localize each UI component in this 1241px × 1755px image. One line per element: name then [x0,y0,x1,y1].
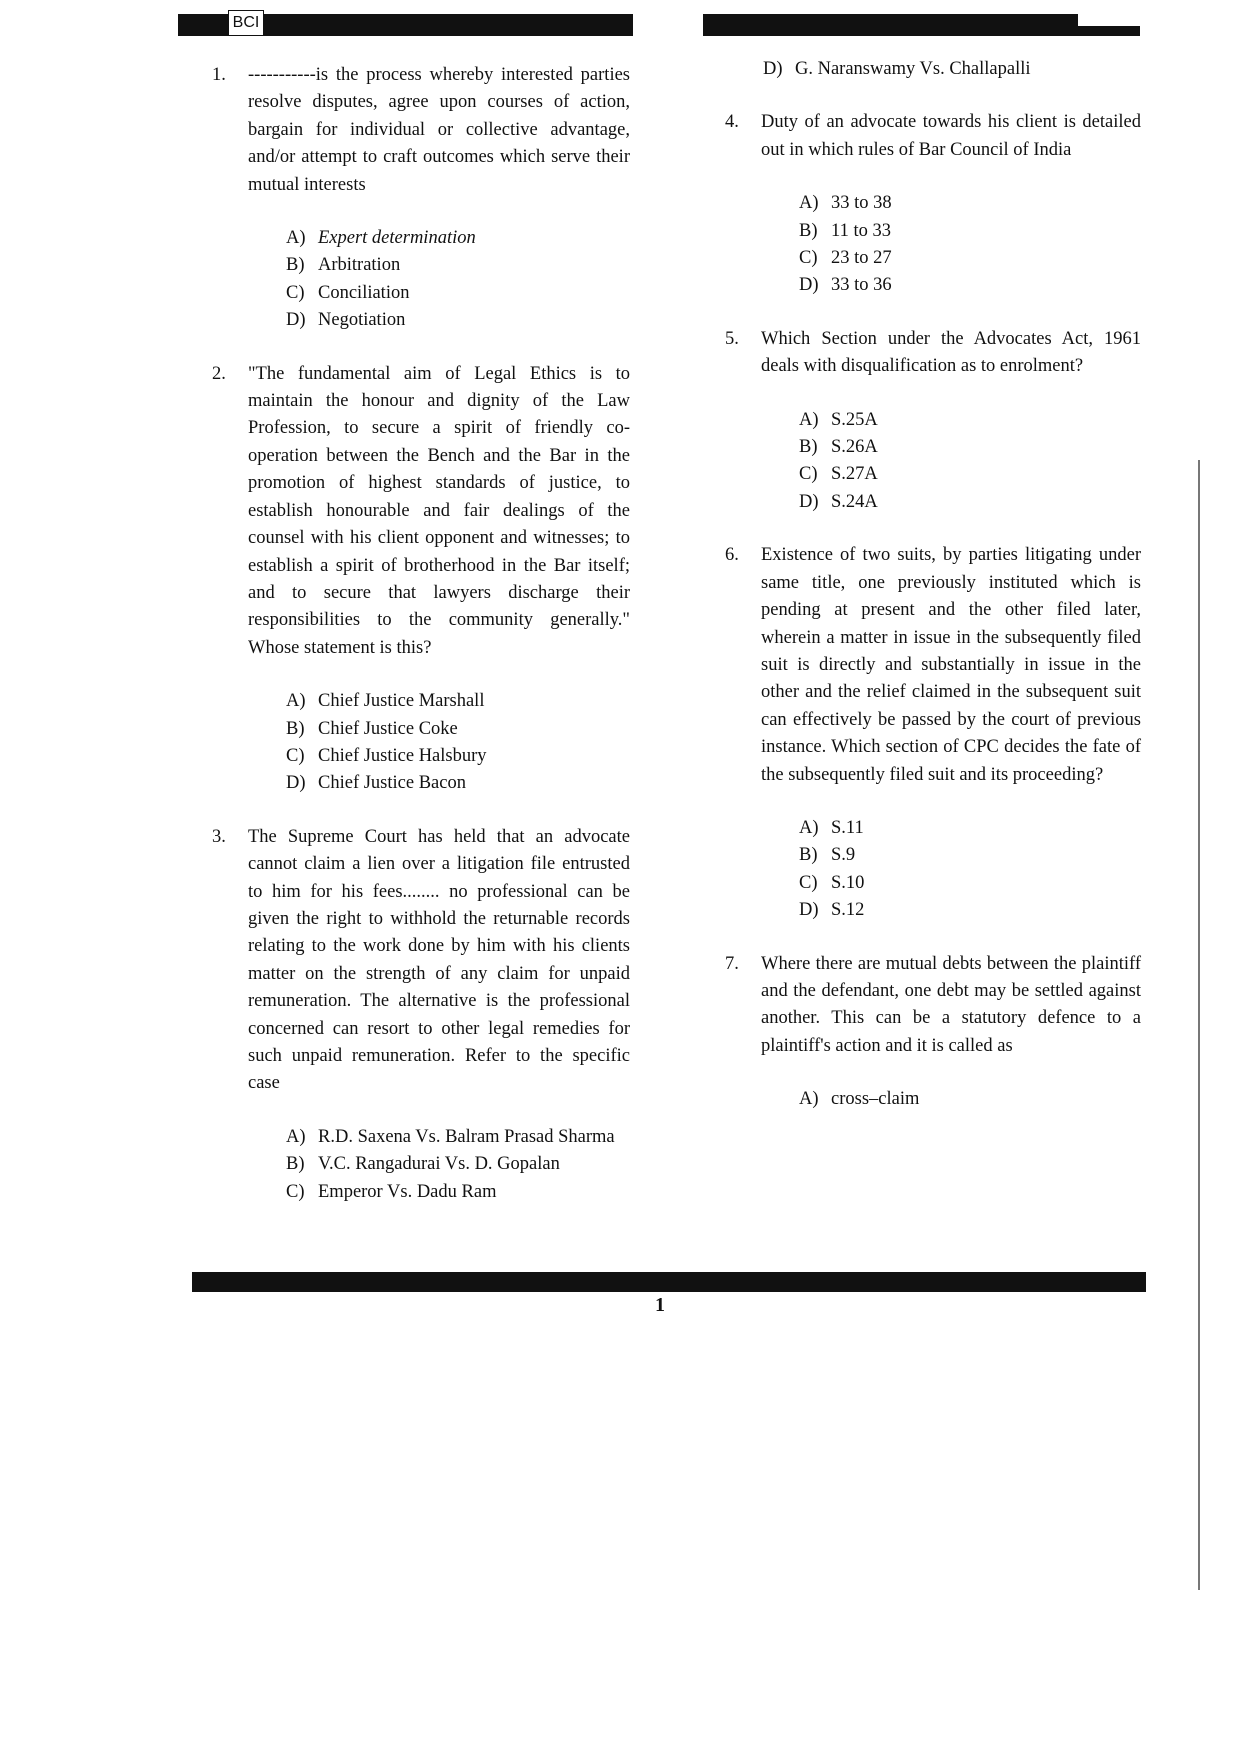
option-text: Chief Justice Marshall [318,691,485,712]
option-text: Emperor Vs. Dadu Ram [318,1181,497,1202]
option-letter: C) [286,1181,305,1202]
option-list [761,1086,1141,1113]
option-b [286,252,630,279]
left-column [212,62,630,1206]
option-b [286,716,630,743]
option-text: S.25A [831,409,878,430]
option-text: R.D. Saxena Vs. Balram Prasad Sharma [318,1126,615,1147]
option-c [799,245,1141,272]
question-text: Where there are mutual debts between the plaintiff and the defendant, one debt may be settled against another. This can be a statutory defence to a plaintiff's action and it is called as [761,953,1141,1056]
option-c [286,743,630,770]
option-text: 33 to 38 [831,193,892,214]
option-list [248,225,630,335]
option-letter: B) [799,220,818,241]
option-text: S.9 [831,845,856,866]
option-text: S.12 [831,900,865,921]
option-c [799,870,1141,897]
option-text: S.26A [831,437,878,458]
option-c [286,1179,630,1206]
option-letter: A) [286,691,306,712]
option-text: V.C. Rangadurai Vs. D. Gopalan [318,1154,560,1175]
question-number: 1. [212,65,226,85]
question-number: 4. [725,112,739,133]
option-a [799,407,1141,434]
option-letter: D) [799,275,819,296]
option-text: S.11 [831,817,864,838]
option-letter: A) [799,817,819,838]
question-3 [212,824,630,1206]
option-d [286,307,630,334]
question-6 [725,542,1141,924]
footer-bar [192,1272,1146,1292]
option-letter: C) [799,872,818,893]
option-b [799,218,1141,245]
question-text: "The fundamental aim of Legal Ethics is to maintain the honour and dignity of the Law Profession, to secure a spirit of friendly co-operation between the Bench and the Bar in the promotion of highest standards of justice, to establish honourable and fair dealings of the counsel with his client opponent and witnesses; to establish a spirit of brotherhood in the Bar itself; and to secure that lawyers discharge their responsibilities to the community generally." Whose statement is this? [248,363,630,658]
question-5 [725,326,1141,516]
option-text: S.27A [831,464,878,485]
option-list [761,407,1141,517]
option-letter: D) [799,491,819,512]
question-number: 2. [212,363,226,384]
option-text: Conciliation [318,282,410,303]
question-text: -----------is the process whereby interested parties resolve disputes, agree upon courses of action, bargain for individual or collective advantage, and/or attempt to craft outcomes which serve their mutual interests [248,65,630,195]
page-number: 1 [655,1294,665,1316]
option-c [799,461,1141,488]
bci-label: BCI [228,10,264,36]
option-letter: C) [799,464,818,485]
question-1 [212,62,630,335]
option-letter: A) [799,409,819,430]
option-text: cross–claim [831,1089,920,1110]
option-list [248,688,630,798]
option-letter: D) [799,900,819,921]
option-letter: C) [799,248,818,269]
option-d [799,272,1141,299]
option-letter: B) [799,437,818,458]
option-b [799,434,1141,461]
option-a [799,190,1141,217]
option-letter: B) [799,845,818,866]
option-b [799,842,1141,869]
option-text: 33 to 36 [831,275,892,296]
option-a [286,225,630,252]
option-d [286,770,630,797]
option-list [248,1124,630,1206]
option-letter: D) [286,310,306,331]
option-a [286,688,630,715]
option-text: Chief Justice Halsbury [318,745,487,766]
option-letter: D) [286,773,306,794]
question-2 [212,361,630,798]
option-letter: A) [286,228,306,249]
right-column [725,59,1141,1114]
question-number: 5. [725,328,739,349]
question-text: The Supreme Court has held that an advocate cannot claim a lien over a litigation file entrusted to him for his fees........ no professional can be given the right to withhold the returnable records relating to the work done by him with his clients matter on the strength of any claim for unpaid remuneration. The alternative is the professional concerned can resort to other legal remedies for such unpaid remuneration. Refer to the specific case [248,826,630,1094]
question-number: 7. [725,953,739,974]
option-letter: C) [286,745,305,766]
option-d [763,56,1141,83]
question-7 [725,951,1141,1114]
option-letter: A) [286,1126,306,1147]
option-letter: A) [799,193,819,214]
option-d [799,897,1141,924]
continued-option-list [725,56,1141,83]
scan-edge-line [1198,460,1200,1590]
option-letter: C) [286,282,305,303]
option-letter: B) [286,255,305,276]
option-letter: B) [286,1154,305,1175]
option-text: 23 to 27 [831,248,892,269]
question-number: 6. [725,545,739,566]
option-text: S.10 [831,872,865,893]
question-4 [725,109,1141,299]
header-bar-gap-right [1078,14,1140,26]
option-text: Arbitration [318,255,401,276]
option-text: Chief Justice Bacon [318,773,466,794]
option-letter: D) [763,59,783,79]
option-b [286,1151,630,1178]
option-letter: A) [799,1089,819,1110]
option-text: 11 to 33 [831,220,891,241]
option-text: S.24A [831,491,878,512]
option-list [761,815,1141,925]
option-a [286,1124,630,1151]
option-list [761,190,1141,300]
question-number: 3. [212,826,226,847]
header-bar-gap [633,14,703,36]
option-text: G. Naranswamy Vs. Challapalli [795,59,1031,79]
option-text: Expert determination [318,228,476,249]
option-a [799,815,1141,842]
question-text: Which Section under the Advocates Act, 1961 deals with disqualification as to enrolment? [761,328,1141,377]
question-text: Duty of an advocate towards his client is detailed out in which rules of Bar Council of India [761,112,1141,160]
question-text: Existence of two suits, by parties litigating under same title, one previously instituted which is pending at present and the other filed later, wherein a matter in issue in the subsequently filed suit is directly and substantially in issue in the other and the relief claimed in the subsequent suit can effectively be passed by the court of previous instance. Which section of CPC decides the fate of the subsequently filed suit and its proceeding? [761,545,1141,785]
option-c [286,280,630,307]
option-letter: B) [286,718,305,739]
option-d [799,489,1141,516]
option-a [799,1086,1141,1113]
header-bar [178,14,1140,36]
option-text: Negotiation [318,310,406,331]
option-text: Chief Justice Coke [318,718,458,739]
